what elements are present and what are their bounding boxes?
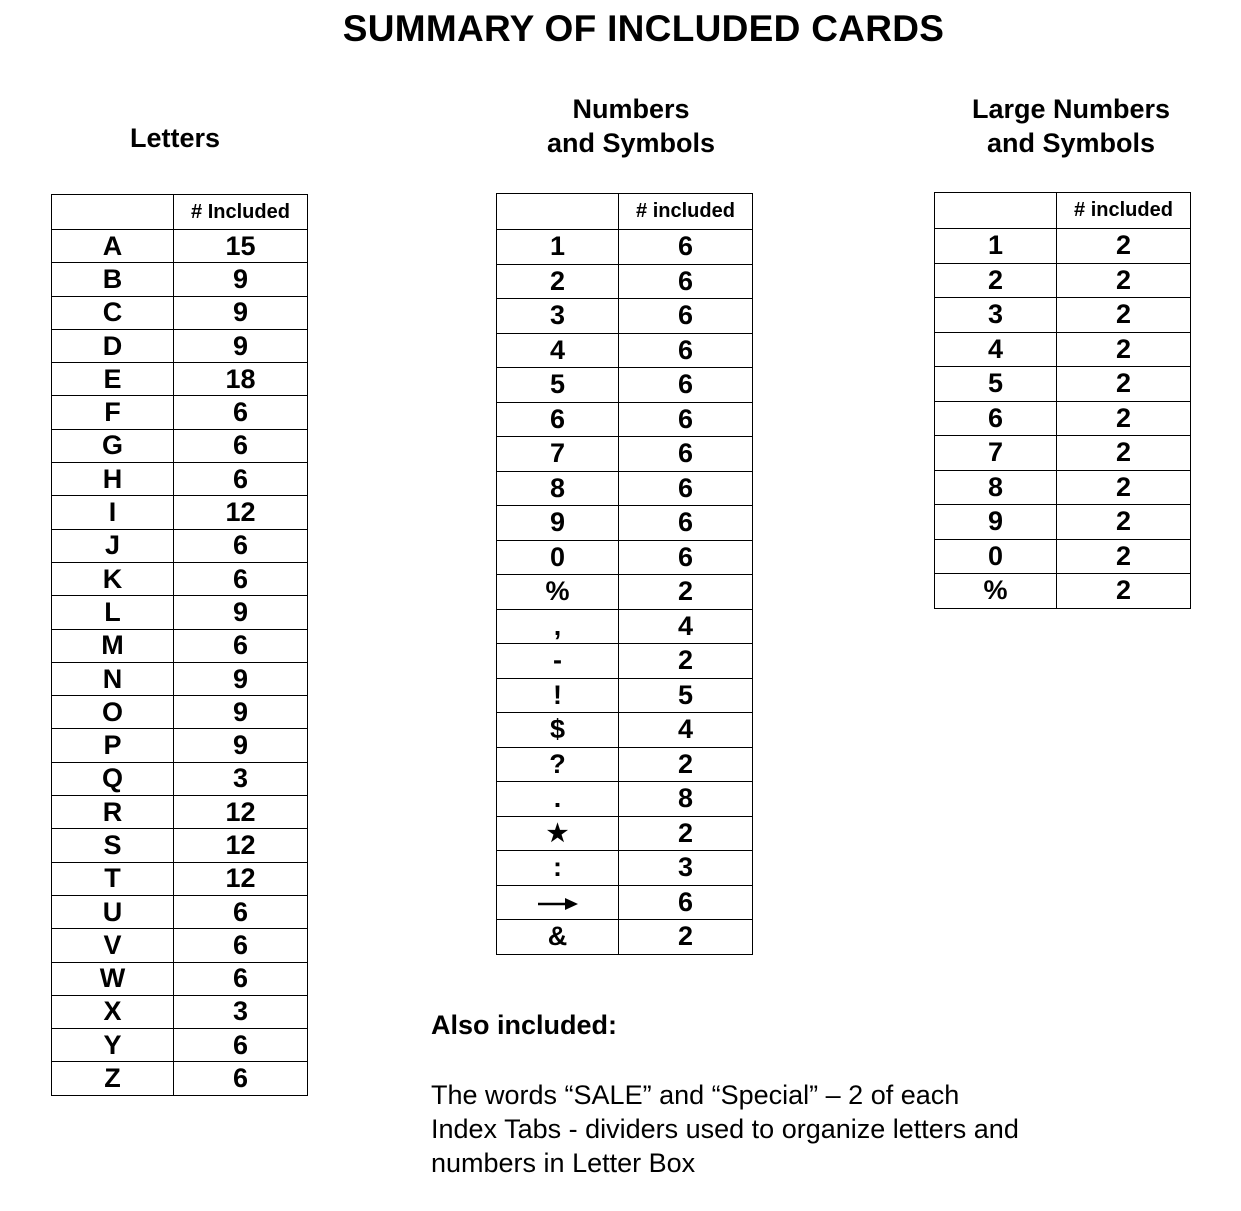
card-count-cell: 6 [174,529,308,562]
table-row [497,540,753,575]
table-row [52,629,308,662]
page-title: SUMMARY OF INCLUDED CARDS [342,8,945,49]
card-symbol-cell: 9 [935,505,1057,540]
star-icon: ★ [497,816,619,851]
card-symbol-cell: V [52,929,174,962]
card-symbol-cell: O [52,696,174,729]
table-row [497,264,753,299]
card-count-cell: 6 [619,885,753,920]
card-count-cell: 6 [619,471,753,506]
table-row [935,574,1191,609]
card-count-cell: 6 [174,962,308,995]
card-count-cell: 9 [174,662,308,695]
table-row [497,402,753,437]
card-count-cell: 6 [174,1062,308,1095]
table-row [497,782,753,817]
card-symbol-cell: % [935,574,1057,609]
table-row [52,729,308,762]
card-symbol-cell: , [497,609,619,644]
card-count-cell: 12 [174,829,308,862]
card-count-cell: 9 [174,729,308,762]
card-symbol-cell: P [52,729,174,762]
card-symbol-cell: F [52,396,174,429]
card-count-cell: 6 [619,506,753,541]
card-count-cell: 12 [174,496,308,529]
card-symbol-cell: $ [497,713,619,748]
card-count-cell: 2 [1057,470,1191,505]
large-numbers-heading [940,92,1202,160]
card-symbol-cell: 0 [497,540,619,575]
table-row [52,396,308,429]
table-row [52,496,308,529]
card-symbol-cell: 2 [497,264,619,299]
table-row [52,696,308,729]
card-symbol-cell: X [52,995,174,1028]
card-count-cell: 9 [174,596,308,629]
table-row [935,470,1191,505]
card-count-cell: 6 [619,402,753,437]
card-symbol-cell: 8 [497,471,619,506]
table-row [497,506,753,541]
card-count-cell: 6 [174,463,308,496]
table-row [497,299,753,334]
card-symbol-cell: 0 [935,539,1057,574]
card-symbol-cell: I [52,496,174,529]
card-symbol-cell: Q [52,762,174,795]
numbers-heading [500,92,762,160]
card-count-cell: 3 [174,762,308,795]
card-symbol-cell: E [52,363,174,396]
card-count-cell: 2 [1057,298,1191,333]
also-included-item: The words “SALE” and “Special” – 2 of each [431,1080,960,1110]
card-symbol-cell: D [52,329,174,362]
card-symbol-cell: N [52,662,174,695]
card-count-cell: 2 [619,644,753,679]
also-included-heading: Also included: [431,1010,618,1040]
card-count-cell: 2 [1057,263,1191,298]
table-row [52,596,308,629]
card-symbol-cell: 6 [497,402,619,437]
card-symbol-cell: T [52,862,174,895]
card-symbol-cell: M [52,629,174,662]
table-row [497,816,753,851]
card-count-cell: 2 [1057,539,1191,574]
table-row [52,962,308,995]
card-symbol-cell: 3 [497,299,619,334]
table-row [52,230,308,263]
table-row [497,885,753,920]
card-symbol-cell: - [497,644,619,679]
card-symbol-cell: S [52,829,174,862]
column-header-count: # Included [174,195,308,230]
table-row [497,747,753,782]
card-count-cell: 3 [619,851,753,886]
card-symbol-cell: R [52,796,174,829]
card-count-cell: 8 [619,782,753,817]
table-row [935,539,1191,574]
table-row [52,762,308,795]
card-count-cell: 2 [1057,505,1191,540]
card-count-cell: 9 [174,263,308,296]
table-row [52,829,308,862]
card-count-cell: 6 [619,230,753,265]
card-count-cell: 9 [174,696,308,729]
table-row [52,463,308,496]
card-symbol-cell: C [52,296,174,329]
large-heading-line1: Large Numbers [971,94,1171,124]
card-symbol-cell: U [52,895,174,928]
card-count-cell: 6 [174,429,308,462]
table-row [935,436,1191,471]
table-row [497,851,753,886]
table-row [497,230,753,265]
card-count-cell: 2 [1057,574,1191,609]
card-symbol-cell: Y [52,1029,174,1062]
table-row [497,920,753,955]
card-symbol-cell: K [52,562,174,595]
table-row [935,298,1191,333]
card-symbol-cell: G [52,429,174,462]
numbers-heading-line2: and Symbols [546,128,716,158]
card-count-cell: 9 [174,329,308,362]
table-row [52,1029,308,1062]
card-symbol-cell: 1 [497,230,619,265]
card-count-cell: 2 [1057,367,1191,402]
card-symbol-cell: L [52,596,174,629]
card-count-cell: 4 [619,713,753,748]
table-row [52,263,308,296]
table-row [497,437,753,472]
card-symbol-cell: . [497,782,619,817]
table-row [497,575,753,610]
card-symbol-cell: 7 [497,437,619,472]
column-header-item [52,195,174,230]
card-count-cell: 12 [174,796,308,829]
card-count-cell: 6 [619,264,753,299]
numbers-symbols-table [496,193,753,955]
table-row [52,929,308,962]
column-header-item [497,194,619,230]
table-row [935,367,1191,402]
card-symbol-cell: ? [497,747,619,782]
table-row [52,862,308,895]
card-symbol-cell: Z [52,1062,174,1095]
card-count-cell: 6 [619,540,753,575]
table-header-row [497,194,753,230]
card-count-cell: 12 [174,862,308,895]
card-count-cell: 6 [619,299,753,334]
card-symbol-cell: 9 [497,506,619,541]
table-header-row [52,195,308,230]
table-row [52,329,308,362]
card-count-cell: 2 [1057,332,1191,367]
table-row [935,332,1191,367]
card-count-cell: 6 [174,1029,308,1062]
card-symbol-cell: 4 [935,332,1057,367]
large-heading-line2: and Symbols [986,128,1156,158]
card-count-cell: 3 [174,995,308,1028]
card-count-cell: 6 [619,368,753,403]
table-row [497,471,753,506]
table-row [52,995,308,1028]
table-row [52,529,308,562]
card-symbol-cell: % [497,575,619,610]
card-count-cell: 15 [174,230,308,263]
card-symbol-cell: 4 [497,333,619,368]
table-row [497,368,753,403]
card-symbol-cell: ! [497,678,619,713]
card-symbol-cell: : [497,851,619,886]
card-count-cell: 6 [619,437,753,472]
card-count-cell: 2 [619,920,753,955]
card-count-cell: 6 [174,629,308,662]
card-symbol-cell: 6 [935,401,1057,436]
card-count-cell: 6 [174,895,308,928]
card-symbol-cell [497,885,619,920]
also-included-list [431,1078,1019,1180]
table-row [52,796,308,829]
card-count-cell: 6 [174,562,308,595]
card-count-cell: 2 [1057,436,1191,471]
card-count-cell: 6 [619,333,753,368]
card-symbol-cell: & [497,920,619,955]
card-count-cell: 2 [619,816,753,851]
card-symbol-cell: H [52,463,174,496]
card-count-cell: 5 [619,678,753,713]
column-header-count: # included [619,194,753,230]
arrow-icon [537,887,579,918]
column-header-count: # included [1057,193,1191,229]
letters-heading: Letters [129,123,221,153]
table-row [935,229,1191,264]
card-count-cell: 2 [619,575,753,610]
card-count-cell: 9 [174,296,308,329]
table-row [52,1062,308,1095]
card-count-cell: 2 [619,747,753,782]
card-count-cell: 6 [174,929,308,962]
card-count-cell: 18 [174,363,308,396]
table-row [497,678,753,713]
table-row [935,505,1191,540]
table-row [497,644,753,679]
card-symbol-cell: 5 [497,368,619,403]
card-count-cell: 4 [619,609,753,644]
table-row [52,895,308,928]
table-row [935,401,1191,436]
card-symbol-cell: W [52,962,174,995]
table-header-row [935,193,1191,229]
card-count-cell: 6 [174,396,308,429]
card-symbol-cell: 7 [935,436,1057,471]
table-row [52,662,308,695]
numbers-heading-line1: Numbers [572,94,690,124]
card-count-cell: 2 [1057,229,1191,264]
letters-table [51,194,308,1096]
table-row [52,429,308,462]
card-symbol-cell: B [52,263,174,296]
card-symbol-cell: J [52,529,174,562]
card-symbol-cell: 1 [935,229,1057,264]
also-included-item: numbers in Letter Box [431,1148,696,1178]
card-symbol-cell: 3 [935,298,1057,333]
table-row [497,713,753,748]
card-symbol-cell: 5 [935,367,1057,402]
table-row [497,609,753,644]
large-numbers-table [934,192,1191,609]
table-row [52,363,308,396]
card-symbol-cell: A [52,230,174,263]
table-row [497,333,753,368]
also-included-item: Index Tabs - dividers used to organize letters and [431,1114,1019,1144]
table-row [52,562,308,595]
card-symbol-cell: 2 [935,263,1057,298]
card-symbol-cell: 8 [935,470,1057,505]
table-row [52,296,308,329]
column-header-item [935,193,1057,229]
table-row [935,263,1191,298]
card-count-cell: 2 [1057,401,1191,436]
